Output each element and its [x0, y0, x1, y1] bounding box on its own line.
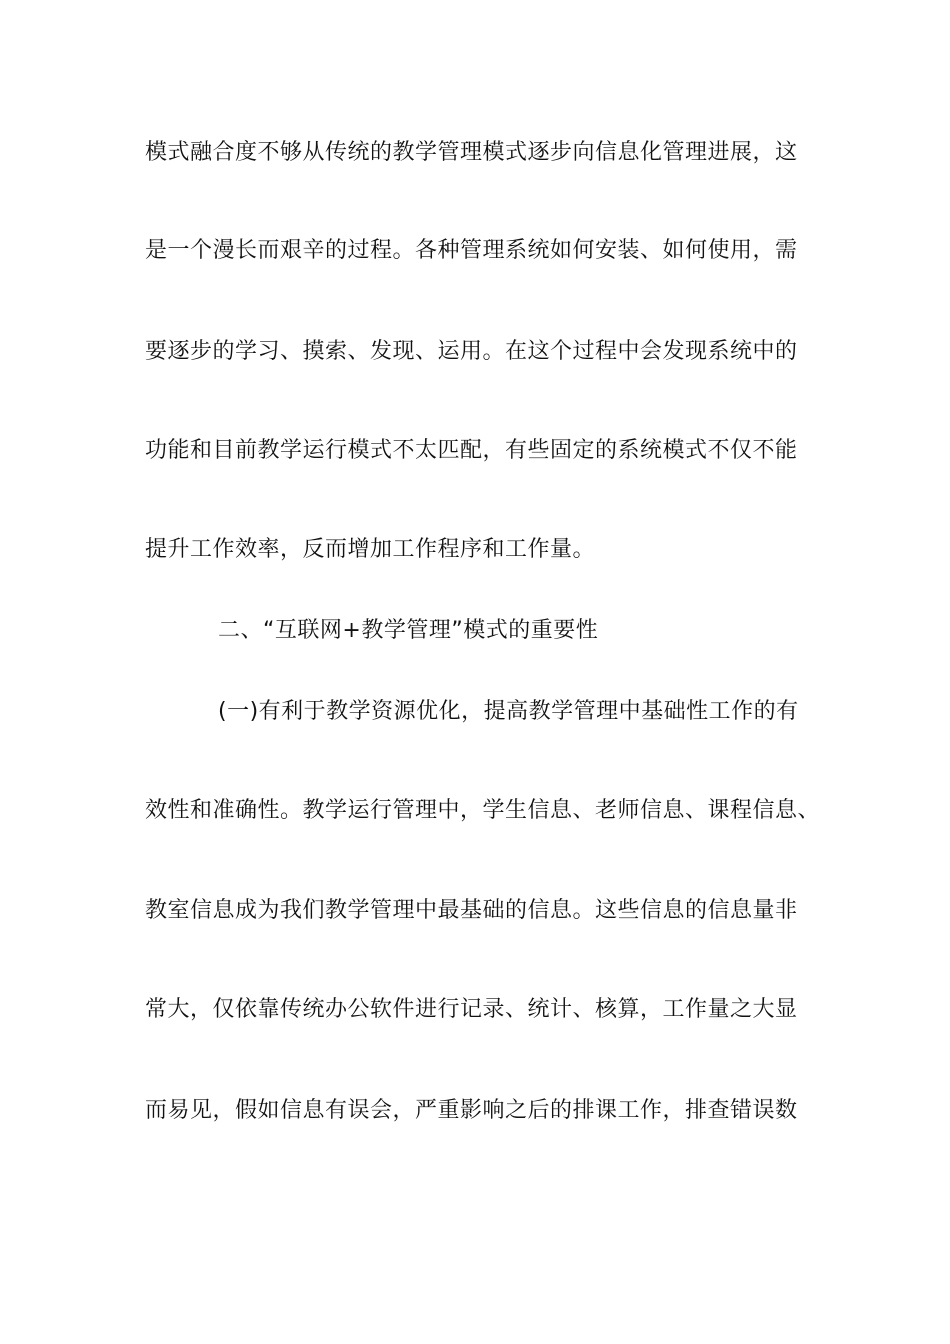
- paragraph-line: 教室信息成为我们教学管理中最基础的信息。这些信息的信息量非: [145, 898, 798, 923]
- paragraph-line: 提升工作效率，反而增加工作程序和工作量。: [145, 537, 596, 562]
- paragraph-line: (一)有利于教学资源优化，提高教学管理中基础性工作的有: [218, 699, 799, 724]
- paragraph-line: 功能和目前教学运行模式不太匹配，有些固定的系统模式不仅不能: [145, 438, 798, 463]
- paragraph-line: 模式融合度不够从传统的教学管理模式逐步向信息化管理进展，这: [145, 140, 798, 165]
- paragraph-line: 效性和准确性。教学运行管理中，学生信息、老师信息、课程信息、: [145, 798, 821, 823]
- paragraph-line: 常大，仅依靠传统办公软件进行记录、统计、核算，工作量之大显: [145, 997, 798, 1022]
- section-heading: 二、“互联网+教学管理”模式的重要性: [218, 618, 599, 643]
- paragraph-line: 要逐步的学习、摸索、发现、运用。在这个过程中会发现系统中的: [145, 339, 798, 364]
- paragraph-line: 而易见，假如信息有误会，严重影响之后的排课工作，排查错误数: [145, 1098, 798, 1123]
- paragraph-line: 是一个漫长而艰辛的过程。各种管理系统如何安装、如何使用，需: [145, 238, 798, 263]
